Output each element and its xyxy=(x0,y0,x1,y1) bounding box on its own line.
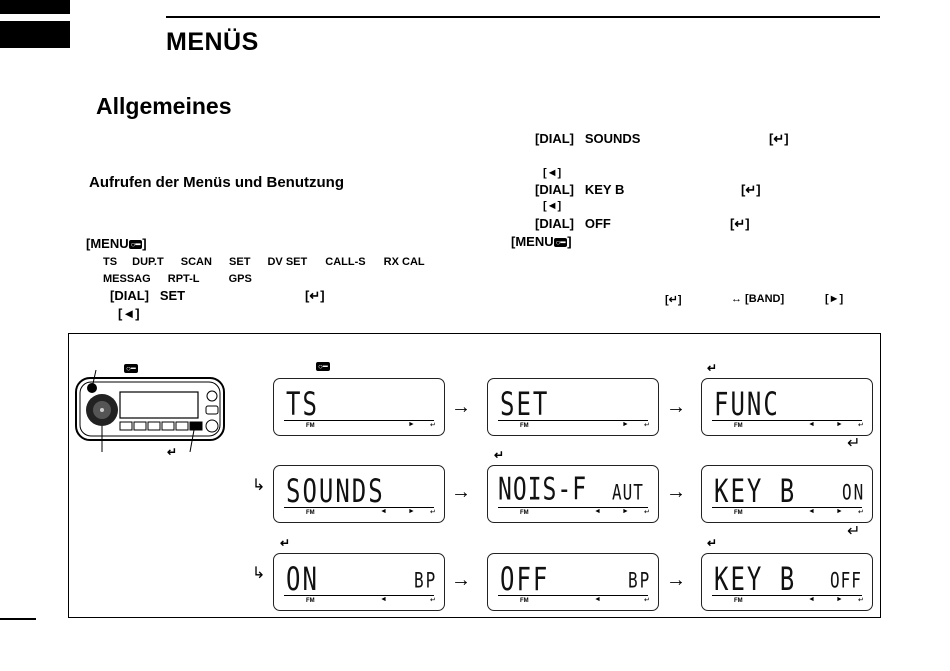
enter-key-label: [↵] xyxy=(305,288,325,303)
flow-arrow: → xyxy=(666,396,686,418)
enter4-label: [↵] xyxy=(665,294,682,306)
lcd-nois-f: NOIS-F AUT FM ◄ ► ↵ xyxy=(487,465,659,523)
footer-rule xyxy=(0,618,36,620)
enter-icon: ↵ xyxy=(707,361,718,375)
enter3-label: [↵] xyxy=(730,216,750,231)
key-icon: ○━ xyxy=(126,364,136,373)
menu-key-label-right: [MENU ○━ ] xyxy=(511,234,572,249)
band-key-label: ↔ [BAND] xyxy=(731,293,785,305)
row-start-arrow: ↳ xyxy=(252,477,266,494)
enter-icon: ↵ xyxy=(494,448,505,462)
enter-icon: ↵ xyxy=(280,536,291,550)
enter-icon: ↵ xyxy=(167,445,178,459)
flow-arrow: → xyxy=(666,481,686,503)
dial3-instruction: [DIAL] OFF xyxy=(535,216,611,231)
flow-arrow: → xyxy=(451,396,471,418)
flow-arrow: → xyxy=(451,481,471,503)
side-tab-middle xyxy=(0,21,70,48)
left-key-label: [◄] xyxy=(118,306,140,321)
section-heading: Allgemeines xyxy=(96,93,232,119)
key-icon: ○━ xyxy=(130,240,141,250)
page-title: MENÜS xyxy=(166,28,259,56)
enter1-label: [↵] xyxy=(769,131,789,146)
enter2-label: [↵] xyxy=(741,182,761,197)
lcd-on-bp: ON BP FM ◄ ↵ xyxy=(273,553,445,611)
dial1-instruction: [DIAL] SOUNDS xyxy=(535,131,641,146)
menu-items-row1: TS DUP.T SCAN SET DV SET CALL-S RX CAL xyxy=(103,256,425,268)
subsection-heading: Aufrufen der Menüs und Benutzung xyxy=(89,174,344,191)
lcd-func: FUNC FM ◄ ► ↵ xyxy=(701,378,873,436)
return-arrow: ↵ xyxy=(847,523,861,540)
lcd-off-bp: OFF BP FM ◄ ↵ xyxy=(487,553,659,611)
key-icon: ○━ xyxy=(555,238,566,248)
enter-icon: ↵ xyxy=(707,536,718,550)
side-tab-top xyxy=(0,0,70,14)
dial2-instruction: [DIAL] KEY B xyxy=(535,182,625,197)
dial-instruction: [DIAL] SET xyxy=(110,288,186,303)
lcd-sounds: SOUNDS FM ◄ ► ↵ xyxy=(273,465,445,523)
lcd-key-b-off: KEY B OFF FM ◄ ► ↵ xyxy=(701,553,873,611)
row-start-arrow: ↳ xyxy=(252,565,266,582)
header-rule xyxy=(166,16,880,18)
right-key-label: [►] xyxy=(825,293,844,305)
menu-items-row2: MESSAG RPT-L GPS xyxy=(103,273,252,285)
lcd-key-b-on: KEY B ON FM ◄ ► ↵ xyxy=(701,465,873,523)
lcd-set: SET FM ► ↵ xyxy=(487,378,659,436)
left2-label: [◄] xyxy=(543,200,562,212)
menu-key-label: [MENU ○━ ] xyxy=(86,236,147,251)
flow-arrow: → xyxy=(666,569,686,591)
radio-panel-illustration xyxy=(74,370,226,452)
flow-arrow: → xyxy=(451,569,471,591)
key-icon: ○━ xyxy=(318,362,328,371)
return-arrow: ↵ xyxy=(847,435,861,452)
lcd-ts: TS FM ► ↵ xyxy=(273,378,445,436)
left1-label: [◄] xyxy=(543,167,562,179)
